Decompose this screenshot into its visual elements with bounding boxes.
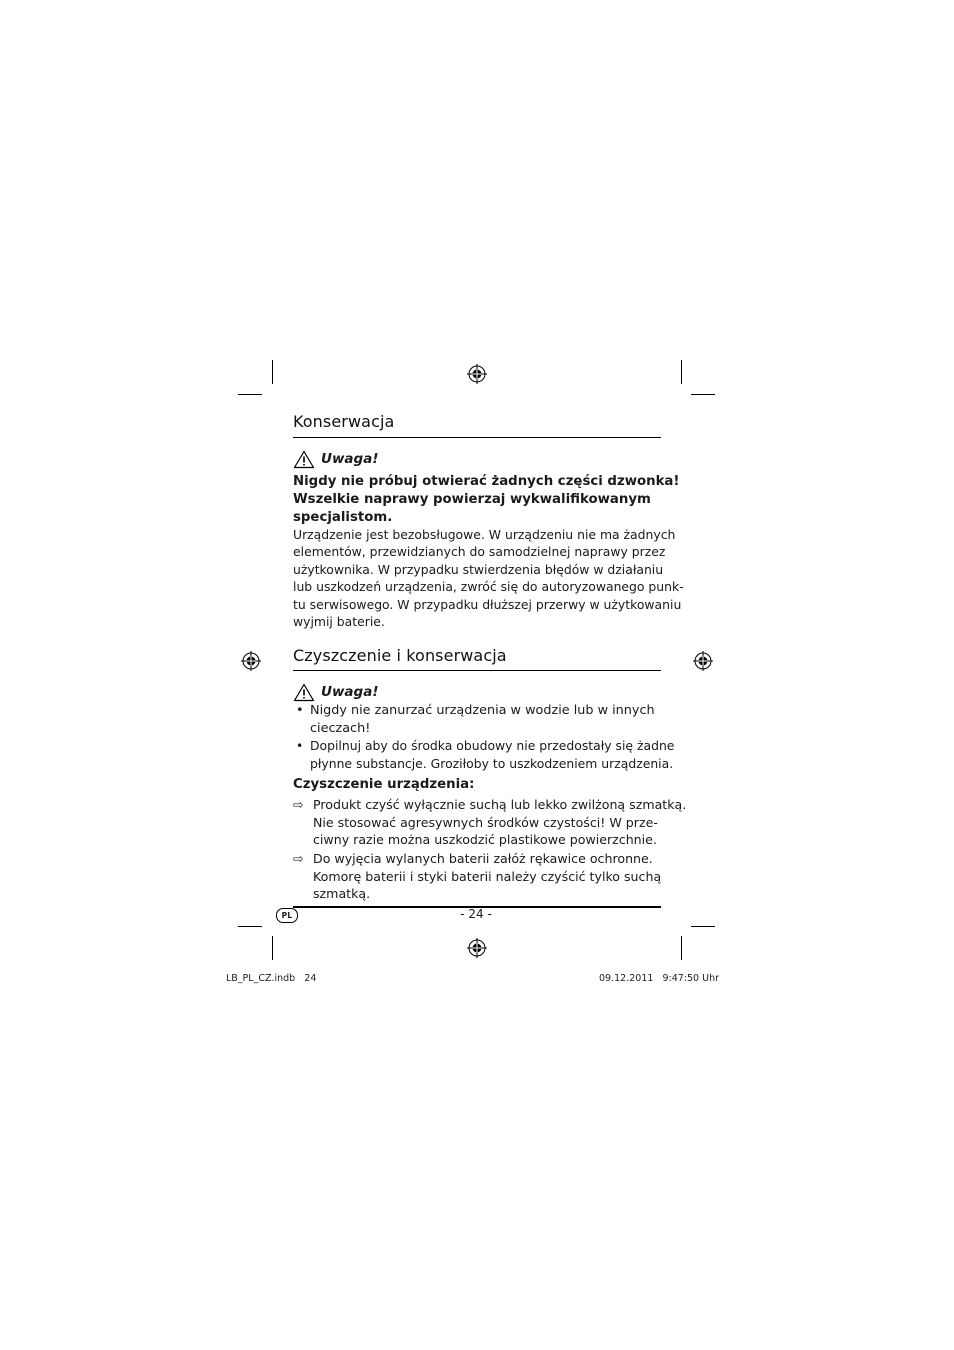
crop-mark-bottom-left-horizontal bbox=[238, 926, 262, 927]
slug-timestamp: 09.12.2011 9:47:50 Uhr bbox=[599, 973, 719, 984]
registration-mark-bottom-icon bbox=[467, 938, 487, 958]
paragraph-line: Urządzenie jest bezobsługowe. W urządzeniu nie ma żadnych bbox=[293, 527, 676, 542]
paragraph-line: tu serwisowego. W przypadku dłuższej przerwy w użytkowaniu bbox=[293, 596, 682, 612]
language-badge-label: PL bbox=[281, 911, 293, 920]
paragraph-line: użytkownika. W przypadku stwierdzenia błędów w działaniu bbox=[293, 561, 664, 577]
crop-mark-bottom-left-vertical bbox=[272, 936, 273, 960]
page-number: - 24 - bbox=[460, 907, 492, 921]
registration-mark-top-icon bbox=[467, 364, 487, 384]
step-item bbox=[293, 850, 665, 904]
paragraph-line: elementów, przewidzianych do samodzielnej naprawy przez bbox=[293, 544, 666, 560]
crop-mark-top-left-vertical bbox=[272, 360, 273, 384]
step-line: Nie stosować agresywnych środków czystości! W prze- bbox=[313, 814, 658, 830]
arrow-right-icon: ⇨ bbox=[293, 851, 304, 866]
warning-line: Wszelkie naprawy powierzaj wykwalifikowanym bbox=[293, 492, 651, 507]
bullet-item bbox=[293, 702, 665, 738]
section-title-underline bbox=[293, 437, 661, 438]
step-line: Produkt czyść wyłącznie suchą lub lekko zwilżoną szmatką. bbox=[313, 797, 687, 812]
warning-row bbox=[293, 449, 378, 469]
warning-triangle-icon bbox=[293, 683, 315, 702]
subheading-cleaning: Czyszczenie urządzenia: bbox=[293, 777, 475, 792]
step-item bbox=[293, 796, 687, 850]
warning-row bbox=[293, 682, 378, 702]
bullet-marker: • bbox=[296, 738, 304, 753]
crop-mark-top-right-vertical bbox=[681, 360, 682, 384]
step-line: Do wyjęcia wylanych baterii załóż rękawice ochronne. bbox=[313, 851, 653, 866]
arrow-right-icon: ⇨ bbox=[293, 797, 304, 812]
bullet-marker: • bbox=[296, 703, 304, 718]
bullet-text bbox=[310, 702, 655, 737]
warning-line: specjalistom. bbox=[293, 510, 393, 525]
warning-triangle-icon bbox=[293, 450, 315, 469]
registration-mark-right-icon bbox=[693, 651, 713, 671]
section-title-czyszczenie: Czyszczenie i konserwacja bbox=[293, 646, 507, 665]
bullet-line: cieczach! bbox=[310, 720, 371, 736]
crop-mark-top-left-horizontal bbox=[238, 394, 262, 395]
warning-label: Uwaga! bbox=[321, 451, 379, 467]
maintenance-paragraph bbox=[293, 526, 684, 630]
section-title-underline bbox=[293, 670, 661, 671]
language-badge bbox=[276, 908, 298, 923]
bullet-line: Dopilnuj aby do środka obudowy nie przedostały się żadne bbox=[310, 738, 675, 753]
section-title-konserwacja: Konserwacja bbox=[293, 412, 395, 431]
bullet-line: płynne substancje. Groziłoby to uszkodzeniem urządzenia. bbox=[310, 755, 674, 771]
step-line: ciwny razie można uszkodzić plastikowe powierzchnie. bbox=[313, 832, 657, 848]
crop-mark-bottom-right-vertical bbox=[681, 936, 682, 960]
paragraph-line: wyjmij baterie. bbox=[293, 614, 385, 630]
registration-mark-left-icon bbox=[241, 651, 261, 671]
paragraph-line: lub uszkodzeń urządzenia, zwróć się do autoryzowanego punk- bbox=[293, 579, 684, 595]
step-text bbox=[313, 850, 661, 903]
bullet-line: Nigdy nie zanurzać urządzenia w wodzie lub w innych bbox=[310, 703, 655, 718]
bullet-item bbox=[293, 737, 675, 773]
step-line: Komorę baterii i styki baterii należy czyścić tylko suchą bbox=[313, 868, 662, 884]
step-line: szmatką. bbox=[313, 886, 371, 902]
warning-line: Nigdy nie próbuj otwierać żadnych części dzwonka! bbox=[293, 474, 680, 489]
slug-filename: LB_PL_CZ.indb 24 bbox=[226, 973, 317, 984]
crop-mark-bottom-right-horizontal bbox=[691, 926, 715, 927]
crop-mark-top-right-horizontal bbox=[691, 394, 715, 395]
bullet-text bbox=[310, 737, 674, 772]
warning-bold-text bbox=[293, 473, 680, 527]
warning-label: Uwaga! bbox=[321, 684, 379, 700]
step-text bbox=[313, 796, 686, 849]
